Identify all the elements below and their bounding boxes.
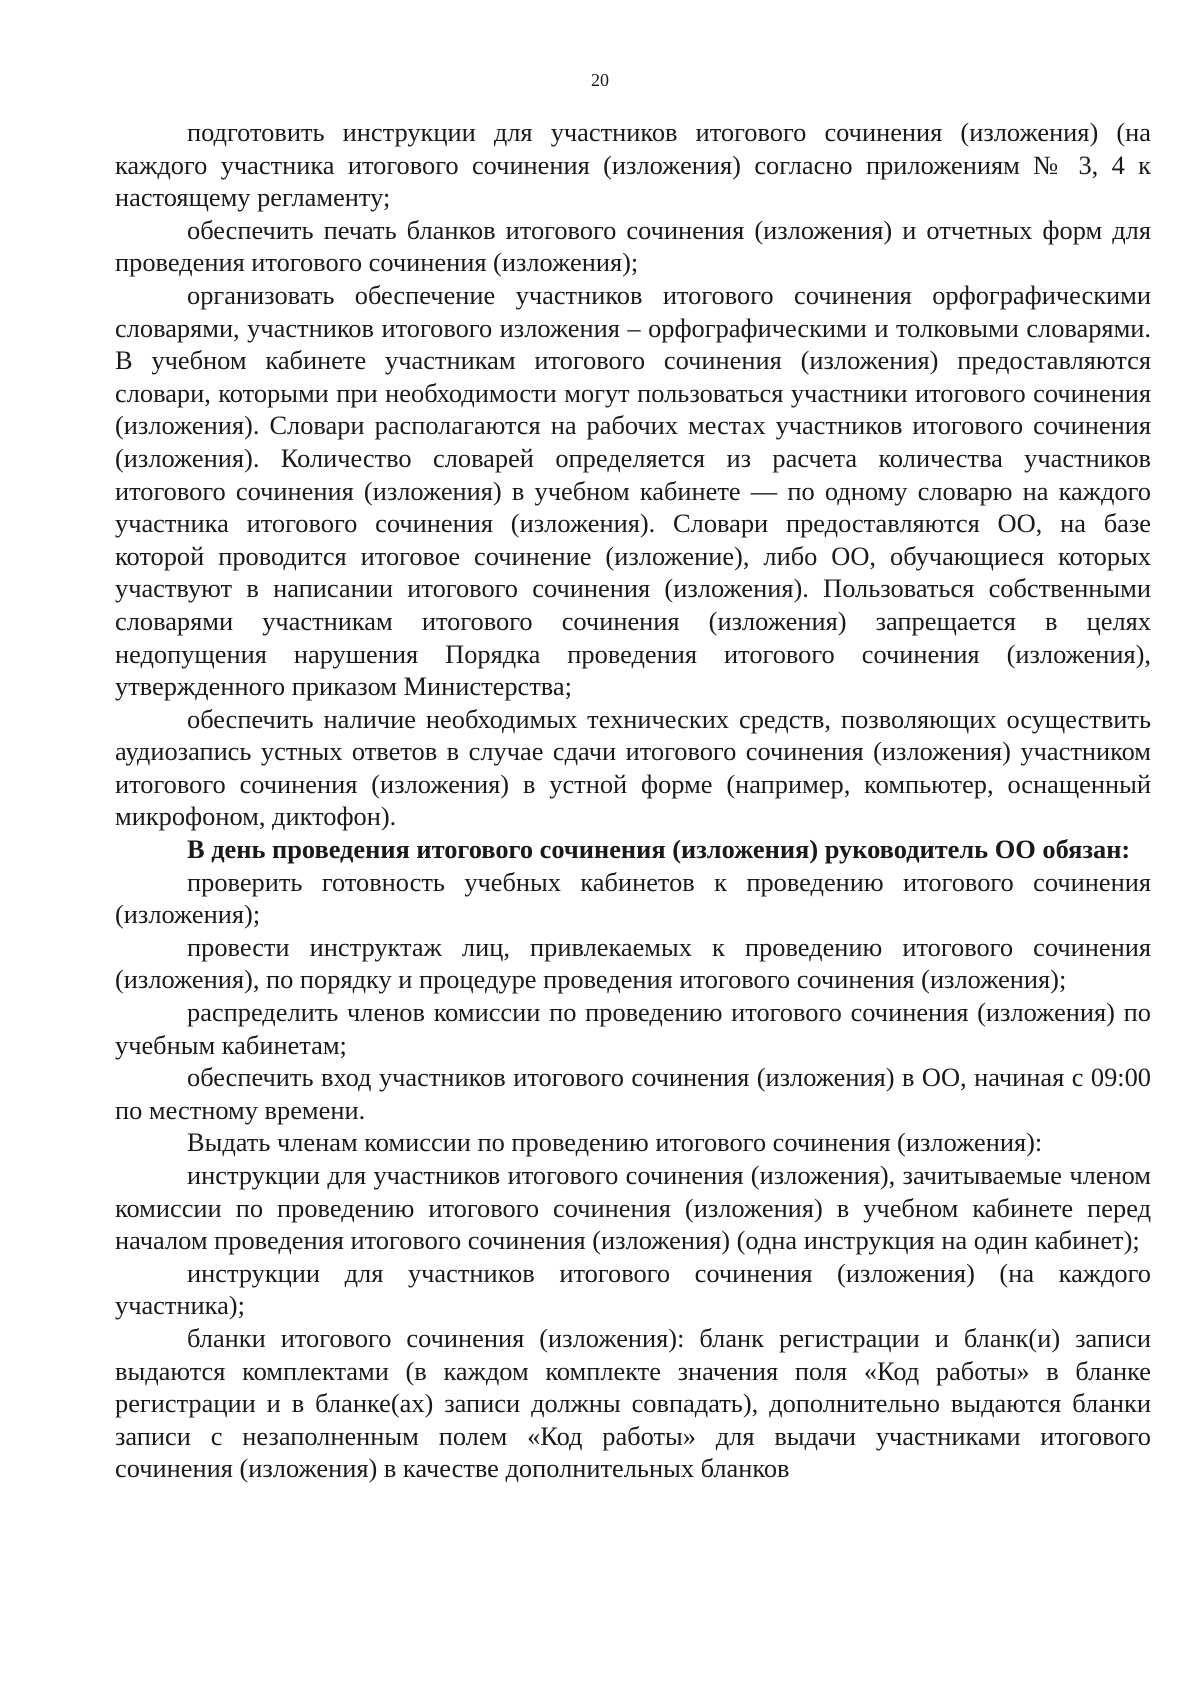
- paragraph: обеспечить наличие необходимых технических средств, позволяющих осуществить аудиозапись устных ответов в случае сдачи итогового сочинения (изложения) участником итогового сочинения (изложения) в устной форме (например, компьютер, оснащенный микрофоном, диктофон).: [115, 703, 1151, 832]
- paragraph: инструкции для участников итогового сочинения (изложения) (на каждого участника);: [115, 1257, 1151, 1321]
- paragraph: обеспечить печать бланков итогового сочинения (изложения) и отчетных форм для проведения итогового сочинения (изложения);: [115, 214, 1151, 278]
- paragraph: проверить готовность учебных кабинетов к проведению итогового сочинения (изложения);: [115, 866, 1151, 930]
- paragraph: распределить членов комиссии по проведению итогового сочинения (изложения) по учебным кабинетам;: [115, 997, 1151, 1060]
- paragraph: Выдать членам комиссии по проведению итогового сочинения (изложения):: [187, 1127, 1043, 1158]
- paragraph: организовать обеспечение участников итогового сочинения орфографическими словарями, участников итогового изложения – орфографическими и толковыми словарями. В учебном кабинете участникам итогового сочинения (изложения) предоставляются словари, которыми при необходимости могут пользоваться участники итогового сочинения (изложения). Словари располагаются на рабочих местах участников итогового сочинения (изложения). Количество словарей определяется из расчета количества участников итогового сочинения (изложения) в учебном кабинете — по одному словарю на каждого участника итогового сочинения (изложения). Словари предоставляются ОО, на базе которой проводится итоговое сочинение (изложение), либо ОО, обучающиеся которых участвуют в написании итогового сочинения (изложения). Пользоваться собственными словарями участникам итогового сочинения (изложения) запрещается в целях недопущения нарушения Порядка проведения итогового сочинения (изложения), утвержденного приказом Министерства;: [115, 279, 1151, 702]
- paragraph: провести инструктаж лиц, привлекаемых к проведению итогового сочинения (изложения), по порядку и процедуре проведения итогового сочинения (изложения);: [115, 931, 1151, 995]
- paragraph: инструкции для участников итогового сочинения (изложения), зачитываемые членом комиссии по проведению итогового сочинения (изложения) в учебном кабинете перед началом проведения итогового сочинения (изложения) (одна инструкция на один кабинет);: [115, 1160, 1151, 1256]
- paragraph: бланки итогового сочинения (изложения): бланк регистрации и бланк(и) записи выдаются комплектами (в каждом комплекте значения поля «Код работы» в бланке регистрации и в бланке(ах) записи должны совпадать), дополнительно выдаются бланки записи с незаполненным полем «Код работы» для выдачи участниками итогового сочинения (изложения) в качестве дополнительных бланков: [115, 1322, 1151, 1484]
- paragraph: подготовить инструкции для участников итогового сочинения (изложения) (на каждого участника итогового сочинения (изложения) согласно приложениям № 3, 4 к настоящему регламенту;: [115, 117, 1151, 213]
- page-number: 20: [591, 70, 609, 90]
- document-body: [115, 116, 1151, 1485]
- paragraph: обеспечить вход участников итогового сочинения (изложения) в ОО, начиная с 09:00 по местному времени.: [115, 1062, 1151, 1125]
- section-heading: В день проведения итогового сочинения (изложения) руководитель ОО обязан:: [187, 834, 1131, 865]
